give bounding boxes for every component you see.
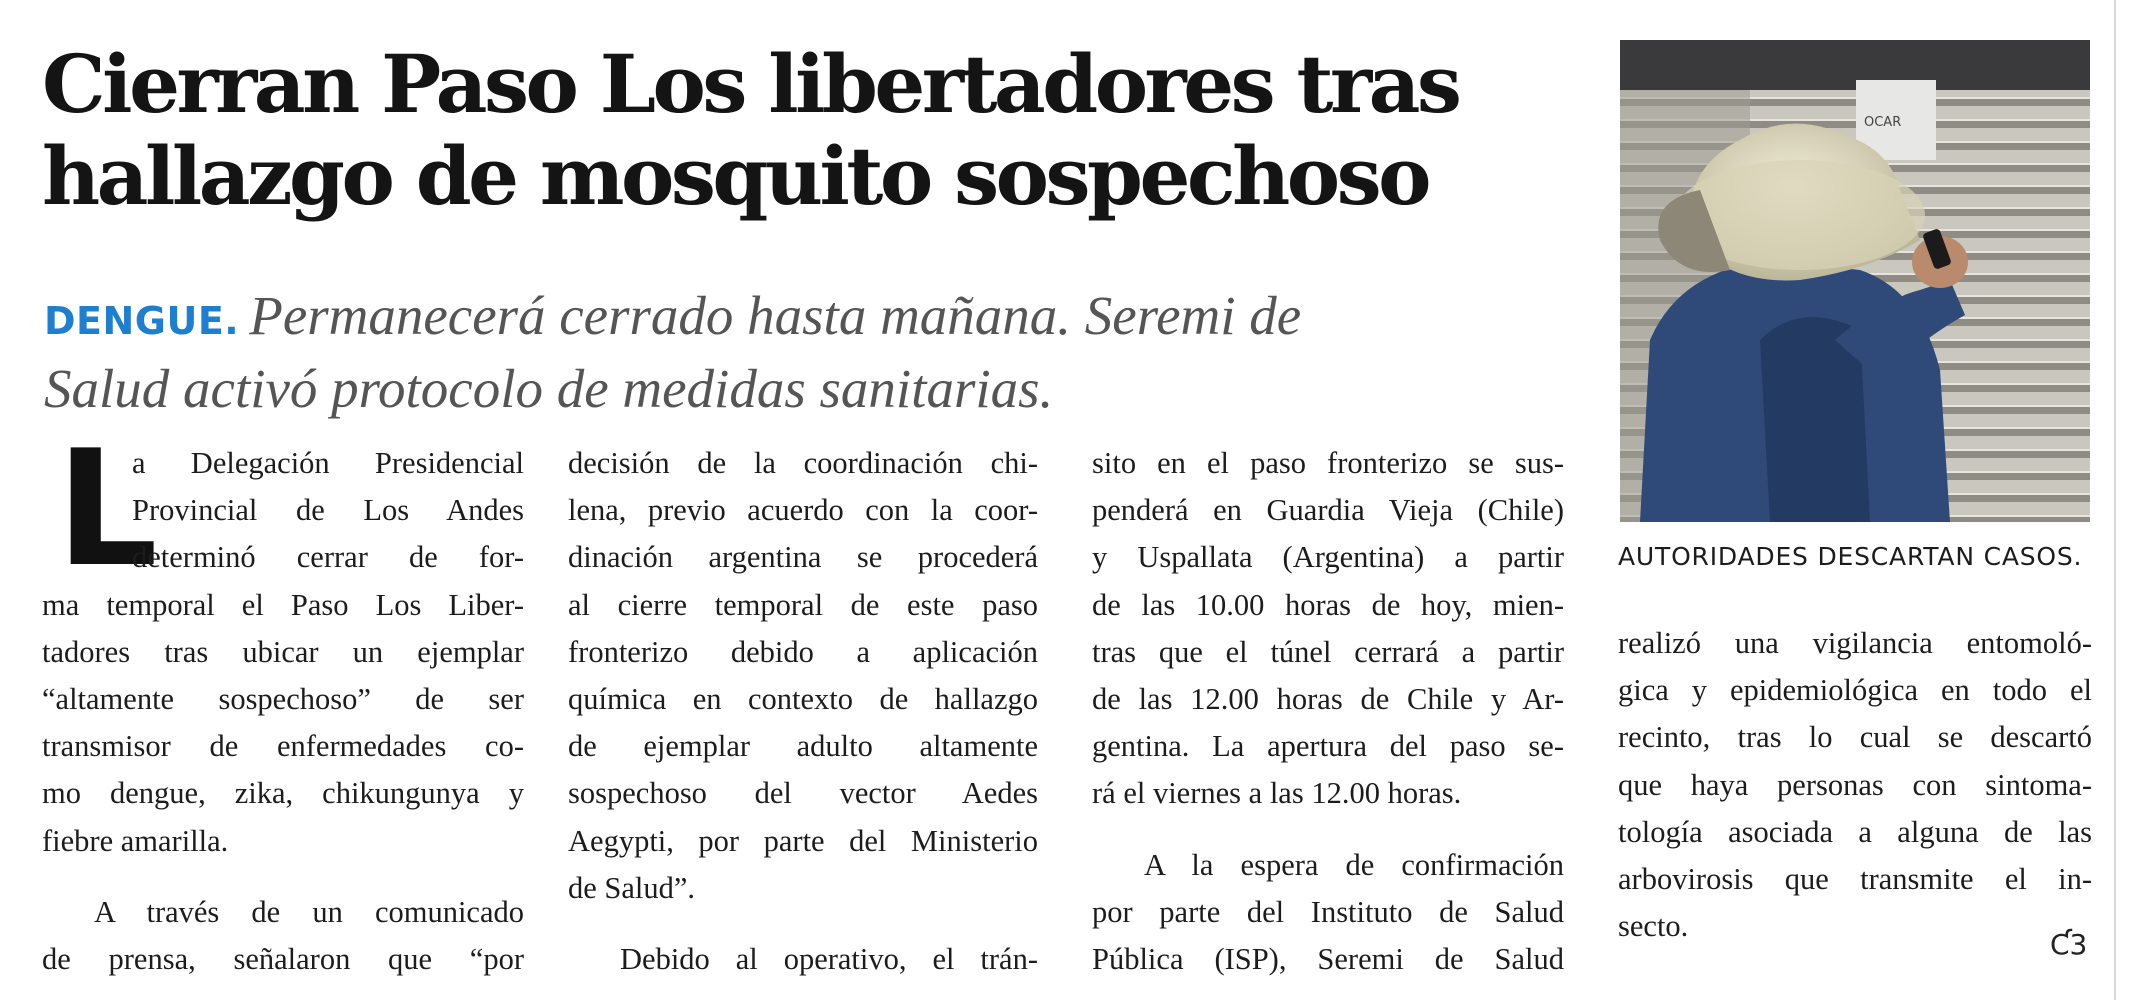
article-line: mo dengue, zika, chikungunya y — [42, 776, 524, 811]
headline — [42, 38, 1562, 222]
article-line: fronterizo debido a aplicación — [568, 634, 1038, 669]
article-line: A través de un comunicado — [94, 894, 524, 929]
headline-line-2: hallazgo de mosquito sospechoso — [42, 129, 1428, 223]
article-line: que haya personas con sintoma- — [1618, 767, 2092, 802]
article-line: de prensa, señalaron que “por — [42, 941, 524, 976]
article-line: arbovirosis que transmite el in- — [1618, 861, 2092, 896]
page-edge-rule — [2114, 0, 2116, 1000]
photo-illustration — [1620, 40, 2090, 522]
article-column-2 — [568, 440, 1038, 983]
article-line: de Salud”. — [568, 870, 696, 905]
article-line: Debido al operativo, el trán- — [620, 941, 1038, 976]
article-line: transmisor de enfermedades co- — [42, 729, 524, 764]
article-column-3 — [1092, 440, 1564, 983]
article-line: Aegypti, por parte del Ministerio — [568, 823, 1038, 858]
article-line: decisión de la coordinación chi- — [568, 446, 1038, 480]
deck-subheadline — [44, 282, 1484, 423]
article-line: Provincial de Los Andes — [132, 493, 524, 528]
end-mark-icon: Ƈ3 — [2050, 928, 2088, 961]
article-line: determinó cerrar de for- — [132, 540, 524, 575]
article-line: realizó una vigilancia entomoló- — [1618, 626, 2092, 660]
article-column-1 — [42, 415, 524, 983]
drop-cap: L — [56, 415, 158, 602]
article-line: de las 10.00 horas de hoy, mien- — [1092, 587, 1564, 622]
article-line: ma temporal el Paso Los Liber- — [42, 587, 524, 622]
article-line: sito en el paso fronterizo se sus- — [1092, 446, 1564, 480]
article-line: gentina. La apertura del paso se- — [1092, 729, 1564, 764]
article-line: sospechoso del vector Aedes — [568, 776, 1038, 811]
article-line: Pública (ISP), Seremi de Salud — [1092, 941, 1564, 976]
article-line: a Delegación Presidencial — [132, 446, 524, 480]
photo-caption: AUTORIDADES DESCARTAN CASOS. — [1618, 542, 2083, 571]
deck-line-1 — [44, 282, 1484, 355]
article-line: fiebre amarilla. — [42, 823, 229, 858]
article-line: química en contexto de hallazgo — [568, 681, 1038, 716]
article-line: lena, previo acuerdo con la coor- — [568, 493, 1038, 528]
headline-line-1: Cierran Paso Los libertadores tras — [42, 37, 1459, 131]
article-line: rá el viernes a las 12.00 horas. — [1092, 776, 1462, 811]
article-line: “altamente sospechoso” de ser — [42, 681, 524, 716]
article-line: dinación argentina se procederá — [568, 540, 1038, 575]
article-column-4 — [1618, 620, 2092, 950]
deck-line-2: Salud activó protocolo de medidas sanitarias. — [44, 358, 1054, 419]
article-line: por parte del Instituto de Salud — [1092, 894, 1564, 929]
article-line: al cierre temporal de este paso — [568, 587, 1038, 622]
photo-sign-text: OCAR — [1864, 115, 1902, 130]
article-photo — [1620, 40, 2090, 522]
kicker-label: DENGUE. — [44, 299, 240, 343]
article-line: y Uspallata (Argentina) a partir — [1092, 540, 1564, 575]
article-line: penderá en Guardia Vieja (Chile) — [1092, 493, 1564, 528]
article-line: recinto, tras lo cual se descartó — [1618, 720, 2092, 755]
article-line: de ejemplar adulto altamente — [568, 729, 1038, 764]
article-line: tadores tras ubicar un ejemplar — [42, 634, 524, 669]
article-line: A la espera de confirmación — [1144, 847, 1564, 882]
deck-line-1-text: Permanecerá cerrado hasta mañana. Seremi de — [249, 285, 1302, 346]
article-line: tras que el túnel cerrará a partir — [1092, 634, 1564, 669]
article-line: de las 12.00 horas de Chile y Ar- — [1092, 681, 1564, 716]
article-line: gica y epidemiológica en todo el — [1618, 673, 2092, 708]
article-line: secto. — [1618, 909, 1689, 944]
article-line: tología asociada a alguna de las — [1618, 814, 2092, 849]
